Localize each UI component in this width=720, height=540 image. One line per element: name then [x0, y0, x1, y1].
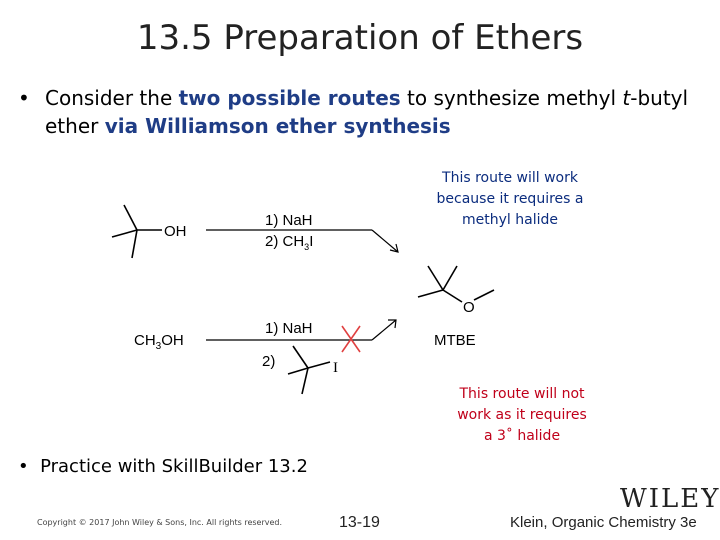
iodine-label: I — [333, 360, 338, 376]
note-fails-line3: a 3˚ halide — [483, 428, 561, 444]
note-works-line1: This route will work — [442, 170, 578, 186]
route2-step1: 1) NaH — [265, 320, 313, 337]
product-oxygen: O — [463, 299, 475, 316]
page-number: 13-19 — [339, 514, 380, 531]
bullet-text-part1: Consider the — [45, 86, 179, 110]
wiley-logo: WILEY — [620, 484, 720, 514]
slide-title: 13.5 Preparation of Ethers — [136, 18, 584, 58]
practice-text: Practice with SkillBuilder 13.2 — [40, 456, 308, 477]
route1-step1: 1) NaH — [265, 212, 313, 229]
copyright-notice: Copyright © 2017 John Wiley & Sons, Inc. All rights reserved. — [37, 518, 283, 527]
note-works-line3: methyl halide — [462, 212, 558, 228]
oh-label: OH — [164, 223, 187, 240]
bond — [124, 205, 137, 230]
mtbe-label: MTBE — [434, 332, 476, 349]
mtbe-structure — [418, 266, 494, 302]
route-fails-cross — [342, 326, 360, 352]
bullet-text-part3: -butyl ether — [45, 86, 689, 138]
bullet-dot: • — [18, 86, 30, 110]
tert-butyl-iodide-structure — [288, 346, 330, 394]
bullet-practice — [18, 456, 308, 477]
highlight-williamson: via Williamson ether synthesis — [104, 114, 451, 138]
bullet-text-part2: to synthesize methyl — [400, 86, 623, 110]
route2-step2: 2) — [262, 353, 276, 370]
bond — [132, 230, 137, 258]
tert-butanol-structure — [112, 205, 162, 258]
bullet-text-italic-t: t — [622, 86, 631, 110]
note-fails-line1: This route will not — [459, 386, 585, 402]
note-works-line2: because it requires a — [436, 191, 584, 207]
route1-step2: 2) $CH_3I$ — [265, 233, 314, 252]
highlight-two-routes: two possible routes — [178, 86, 401, 110]
bond — [112, 230, 137, 237]
textbook-citation: Klein, Organic Chemistry 3e — [510, 514, 697, 531]
note-fails-line2: work as it requires — [457, 407, 587, 423]
bullet-dot-2: • — [18, 456, 29, 477]
methanol-label: $CH_3OH$ — [134, 332, 184, 352]
